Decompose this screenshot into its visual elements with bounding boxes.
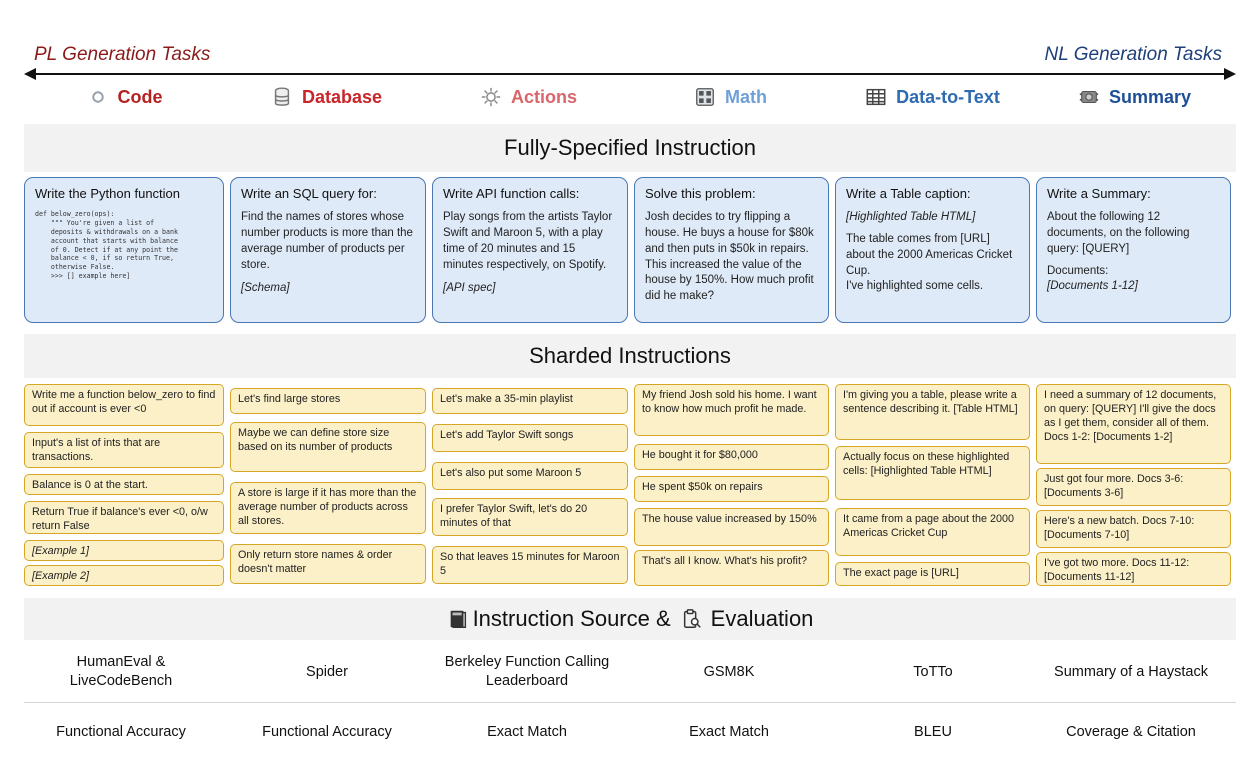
metric-code: Functional Accuracy: [56, 723, 186, 740]
full-card-title: Write an SQL query for:: [241, 186, 377, 201]
full-card-body: Play songs from the artists Taylor Swift and Maroon 5, with a play time of 20 minutes and 15 minutes respectively, on Spotify.: [443, 211, 613, 271]
summary-icon: [1078, 86, 1100, 108]
category-actions: [428, 86, 629, 108]
full-card-code: [24, 177, 224, 323]
shard-item: Let's also put some Maroon 5: [432, 462, 628, 490]
evaluation-heading-eval: Evaluation: [710, 606, 814, 631]
source-data-to-text: ToTTo: [913, 663, 953, 680]
shard-item: My friend Josh sold his home. I want to know how much profit he made.: [634, 384, 829, 436]
shard-item: Just got four more. Docs 3-6: [Documents 3-6]: [1036, 468, 1231, 506]
shard-item: Return True if balance's ever <0, o/w return False: [24, 501, 224, 534]
source-math: GSM8K: [703, 663, 755, 680]
shard-item: I need a summary of 12 documents, on query: [QUERY] I'll give the docs as I get them, consider all of them. Docs 1-2: [Documents 1-2]: [1036, 384, 1231, 464]
evaluation-heading: [24, 598, 1236, 640]
shard-item: It came from a page about the 2000 Americas Cricket Cup: [835, 508, 1030, 556]
full-card-body: Find the names of stores whose number products is more than the average number of products per store.: [241, 211, 413, 271]
category-database-label: Database: [301, 86, 383, 107]
math-icon: [694, 86, 716, 108]
full-card-title: Solve this problem:: [645, 186, 756, 201]
category-math-label: Math: [725, 86, 767, 107]
full-card-placeholder: [Documents 1-12]: [1047, 280, 1138, 293]
shard-item: Only return store names & order doesn't matter: [230, 544, 426, 584]
shard-item: [Example 1]: [24, 540, 224, 561]
actions-icon: [480, 86, 502, 108]
category-summary: [1034, 86, 1235, 108]
shard-item: That's all I know. What's his profit?: [634, 550, 829, 586]
shard-item: Let's find large stores: [230, 388, 426, 414]
full-card-body-2: I've highlighted some cells.: [846, 280, 984, 293]
shard-item: Let's add Taylor Swift songs: [432, 424, 628, 452]
category-actions-label: Actions: [510, 86, 577, 107]
category-code-label: Code: [117, 86, 163, 107]
full-card-body-2: Documents:: [1047, 264, 1109, 277]
shard-item: Balance is 0 at the start.: [24, 474, 224, 495]
evaluation-heading-source: Instruction Source &: [472, 606, 671, 631]
shard-item: Here's a new batch. Docs 7-10: [Documents 7-10]: [1036, 510, 1231, 548]
shard-item: He bought it for $80,000: [634, 444, 829, 470]
shard-item: Maybe we can define store size based on its number of products: [230, 422, 426, 472]
full-card-body: The table comes from [URL] about the 2000 Americas Cricket Cup.: [846, 232, 1013, 277]
book-icon: [447, 608, 469, 630]
shard-item: The house value increased by 150%: [634, 508, 829, 546]
metric-data-to-text: BLEU: [914, 723, 952, 740]
shard-item: Write me a function below_zero to find out if account is ever <0: [24, 384, 224, 426]
full-card-placeholder: [Highlighted Table HTML]: [846, 211, 976, 223]
shard-item: [Example 2]: [24, 565, 224, 586]
clipboard-search-icon: [681, 608, 703, 630]
shard-item: Input's a list of ints that are transactions.: [24, 432, 224, 468]
full-card-math: [634, 177, 829, 323]
full-card-note: [Schema]: [241, 282, 290, 295]
full-card-title: Write a Table caption:: [846, 186, 971, 201]
full-card-title: Write a Summary:: [1047, 186, 1151, 201]
table-icon: [865, 86, 887, 108]
category-row: [24, 86, 1236, 116]
shard-item: So that leaves 15 minutes for Maroon 5: [432, 546, 628, 584]
evaluation-divider: [24, 702, 1236, 703]
metric-summary: Coverage & Citation: [1066, 723, 1196, 740]
code-icon: [87, 86, 109, 108]
full-card-database: [230, 177, 426, 323]
source-summary: Summary of a Haystack: [1054, 663, 1208, 680]
full-card-title: Write API function calls:: [443, 186, 580, 201]
full-card-summary: [1036, 177, 1231, 323]
shard-item: A store is large if it has more than the average number of products across all stores.: [230, 482, 426, 534]
source-database: Spider: [306, 663, 348, 680]
shard-item: I prefer Taylor Swift, let's do 20 minutes of that: [432, 498, 628, 536]
fully-specified-heading: Fully-Specified Instruction: [24, 124, 1236, 172]
shard-item: I've got two more. Docs 11-12: [Documents 11-12]: [1036, 552, 1231, 586]
category-data-to-text-label: Data-to-Text: [896, 86, 1000, 107]
category-code: [24, 86, 225, 108]
metric-math: Exact Match: [689, 723, 769, 740]
full-card-title: Write the Python function: [35, 186, 181, 201]
category-math: [630, 86, 831, 108]
shard-item: Let's make a 35-min playlist: [432, 388, 628, 414]
nl-generation-label: NL Generation Tasks: [1044, 44, 1222, 65]
full-card-body: Josh decides to try flipping a house. He buys a house for $80k and then puts in $50k in repairs. This increased the value of the house by 150%. How much profit did he make?: [645, 211, 814, 303]
source-code: HumanEval & LiveCodeBench: [69, 654, 173, 689]
full-card-body: About the following 12 documents, on the following query: [QUERY]: [1047, 211, 1190, 255]
task-spectrum-arrow: [24, 64, 1236, 84]
pl-generation-label: PL Generation Tasks: [34, 44, 211, 65]
category-data-to-text: [832, 86, 1033, 108]
shard-item: He spent $50k on repairs: [634, 476, 829, 502]
shard-item: The exact page is [URL]: [835, 562, 1030, 586]
category-summary-label: Summary: [1108, 86, 1192, 107]
database-icon: [271, 86, 293, 108]
metric-database: Functional Accuracy: [262, 723, 392, 740]
full-card-note: [API spec]: [443, 282, 496, 295]
full-card-actions: [432, 177, 628, 323]
sharded-heading: Sharded Instructions: [24, 334, 1236, 378]
full-card-data-to-text: [835, 177, 1030, 323]
shard-item: I'm giving you a table, please write a sentence describing it. [Table HTML]: [835, 384, 1030, 440]
full-card-code-snippet: def below_zero(ops): """ You're given a list of deposits & withdrawals on a bank account that starts with balance of 0. Detect if at any point the balance < 0, if so return True, otherwise False. >>> [] example here]: [35, 210, 178, 281]
source-actions: Berkeley Function Calling Leaderboard: [444, 654, 610, 689]
category-database: [226, 86, 427, 108]
shard-item: Actually focus on these highlighted cells: [Highlighted Table HTML]: [835, 446, 1030, 500]
metric-actions: Exact Match: [487, 723, 567, 740]
